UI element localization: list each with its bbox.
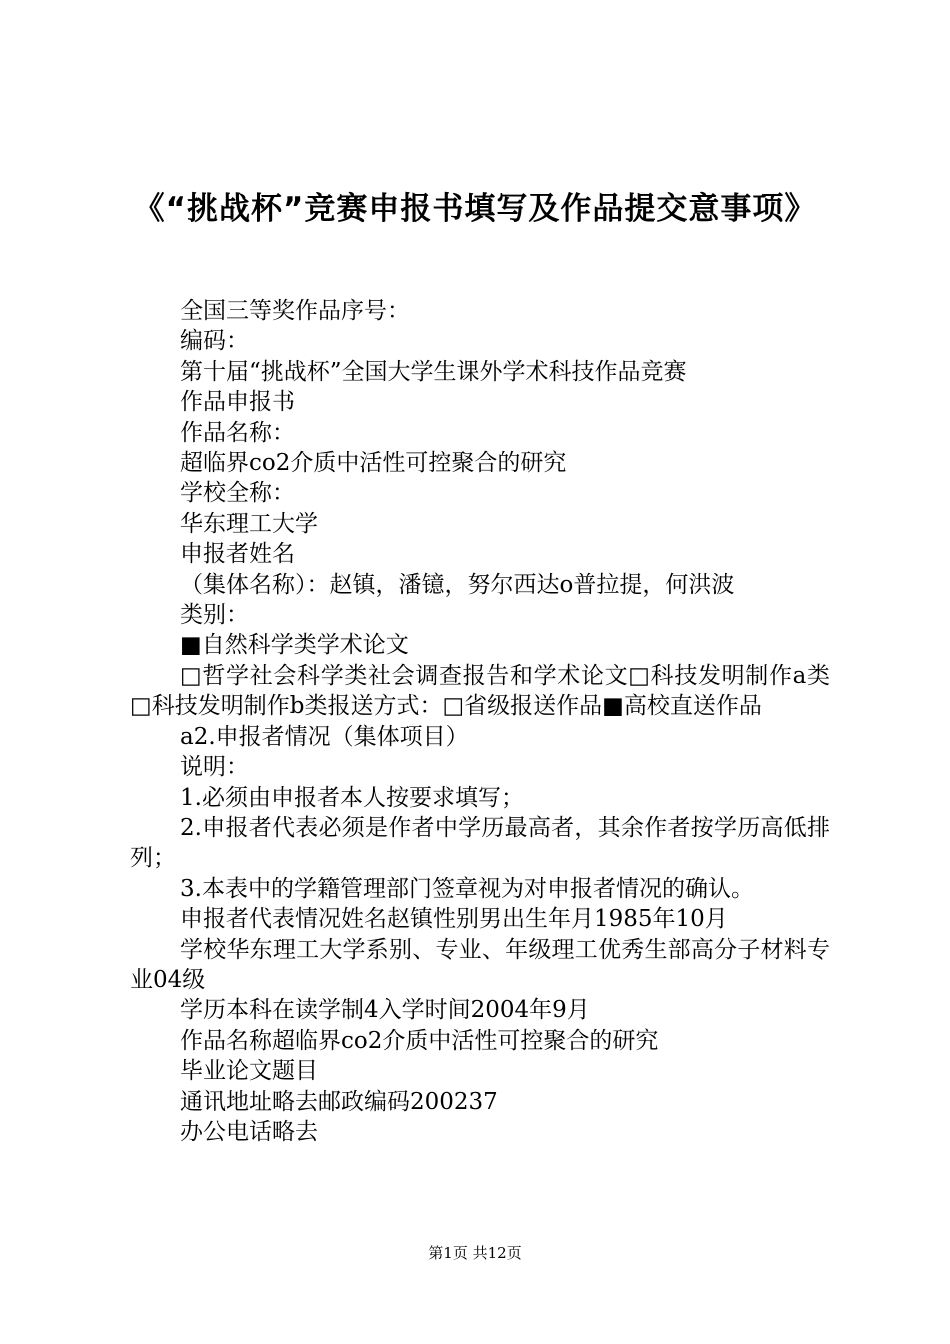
paragraph: 说明： xyxy=(180,754,249,781)
paragraph: 3.本表中的学籍管理部门签章视为对申报者情况的确认。 xyxy=(180,875,754,902)
paragraph: 作品名称： xyxy=(180,419,295,446)
paragraph: 学校华东理工大学系别、专业、年级理工优秀生部高分子材料专业04级 xyxy=(130,936,830,993)
paragraph: 作品名称超临界co2介质中活性可控聚合的研究 xyxy=(180,1027,659,1054)
paragraph: 2.申报者代表必须是作者中学历最高者，其余作者按学历高低排列； xyxy=(130,814,830,872)
paragraph: ■自然科学类学术论文 xyxy=(180,632,409,659)
paragraph: 第十届“挑战杯”全国大学生课外学术科技作品竞赛 xyxy=(180,358,687,385)
paragraph: 毕业论文题目 xyxy=(180,1058,318,1085)
paragraph: 华东理工大学 xyxy=(180,510,318,537)
paragraph: 办公电话略去 xyxy=(180,1118,318,1145)
document-body xyxy=(130,296,830,1147)
document-title: 《“挑战杯”竞赛申报书填写及作品提交意事项》 xyxy=(133,191,817,227)
paragraph: 类别： xyxy=(180,602,249,629)
paragraph: 全国三等奖作品序号： xyxy=(180,298,410,324)
paragraph: 通讯地址略去邮政编码200237 xyxy=(180,1088,498,1115)
paragraph: 超临界co2介质中活性可控聚合的研究 xyxy=(180,450,567,477)
paragraph: □哲学社会科学类社会调查报告和学术论文□科技发明制作a类□科技发明制作b类报送方式：□省级报送作品■高校直送作品 xyxy=(130,662,830,720)
paragraph: 编码： xyxy=(180,328,249,355)
paragraph: 作品申报书 xyxy=(180,389,295,416)
paragraph: 1.必须由申报者本人按要求填写； xyxy=(180,784,524,811)
paragraph: 学历本科在读学制4入学时间2004年9月 xyxy=(180,997,590,1024)
paragraph: a2.申报者情况（集体项目） xyxy=(180,723,469,750)
page-footer: 第1页 共12页 xyxy=(428,1244,522,1262)
paragraph: 申报者姓名 xyxy=(180,541,295,568)
paragraph: （集体名称）：赵镇，潘镱，努尔西达o普拉提，何洪波 xyxy=(180,571,735,598)
paragraph: 申报者代表情况姓名赵镇性别男出生年月1985年10月 xyxy=(180,906,728,933)
paragraph: 学校全称： xyxy=(180,480,295,507)
